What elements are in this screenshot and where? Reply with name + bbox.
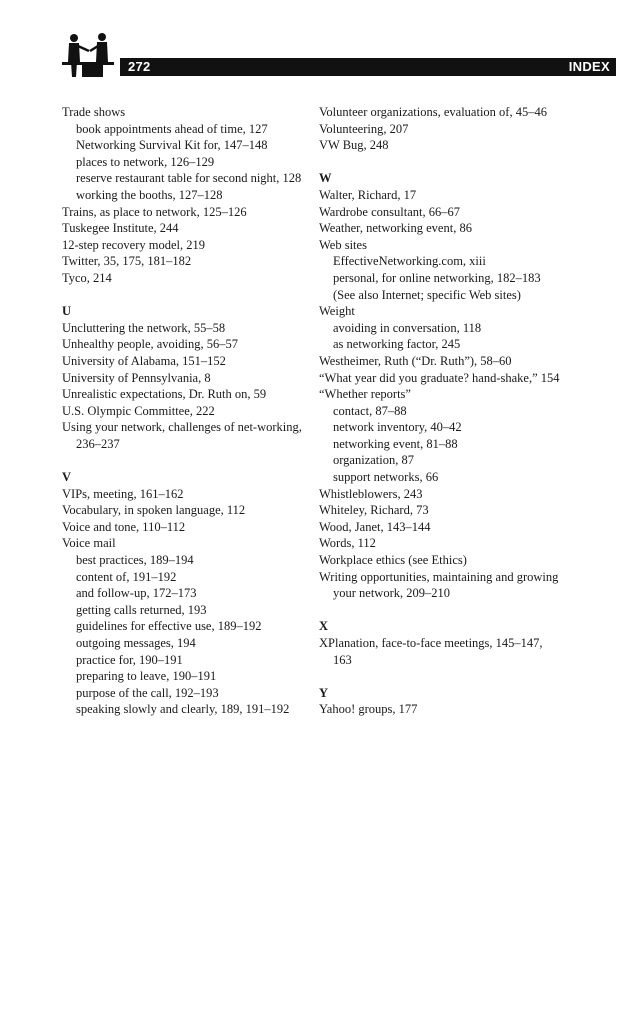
index-entry: Tyco, 214 — [62, 270, 112, 285]
index-subentry: getting calls returned, 193 — [76, 602, 207, 617]
index-subentry: (See also Internet; specific Web sites) — [333, 287, 521, 302]
index-subentry: practice for, 190–191 — [76, 652, 183, 667]
index-entry: Trains, as place to network, 125–126 — [62, 204, 247, 219]
index-subentry: EffectiveNetworking.com, xiii — [333, 254, 486, 269]
index-letter-heading: Y — [319, 685, 329, 700]
index-entry: VW Bug, 248 — [319, 138, 389, 153]
index-subentry: reserve restaurant table for second night, 128 — [76, 171, 302, 186]
index-subentry: and follow-up, 172–173 — [76, 586, 197, 601]
index-subentry: organization, 87 — [333, 453, 414, 468]
index-subentry: content of, 191–192 — [76, 569, 177, 584]
index-subentry: outgoing messages, 194 — [76, 636, 196, 650]
index-subentry: as networking factor, 245 — [333, 337, 461, 352]
index-subentry: purpose of the call, 192–193 — [76, 685, 219, 700]
index-entry: Writing opportunities, maintaining and growing your network, 209–210 — [319, 569, 559, 601]
index-column-left — [62, 104, 302, 718]
index-entry: Westheimer, Ruth (“Dr. Ruth”), 58–60 — [319, 353, 512, 368]
index-entry: 12-step recovery model, 219 — [62, 237, 206, 252]
index-letter-heading: W — [319, 171, 332, 186]
index-entry: Weather, networking event, 86 — [319, 221, 472, 236]
index-entry: University of Pennsylvania, 8 — [62, 370, 211, 385]
index-entry: Whiteley, Richard, 73 — [319, 503, 429, 518]
index-subentry: speaking slowly and clearly, 189, 191–192 — [76, 702, 290, 717]
index-entry: Workplace ethics (see Ethics) — [319, 553, 467, 568]
index-subentry: network inventory, 40–42 — [333, 420, 462, 435]
index-entry: XPlanation, face-to-face meetings, 145–147, 163 — [319, 636, 543, 667]
index-subentry: support networks, 66 — [333, 470, 439, 485]
index-subentry: Networking Survival Kit for, 147–148 — [76, 138, 268, 153]
index-entry: Uncluttering the network, 55–58 — [62, 320, 226, 335]
header-bar — [120, 58, 616, 76]
index-entry: Wardrobe consultant, 66–67 — [319, 204, 460, 219]
index-subentry: book appointments ahead of time, 127 — [76, 121, 268, 136]
index-entry: Whistleblowers, 243 — [319, 486, 423, 501]
index-subentry: places to network, 126–129 — [76, 154, 215, 169]
index-entry: Walter, Richard, 17 — [319, 187, 417, 202]
index-entry: University of Alabama, 151–152 — [62, 353, 226, 368]
index-subentry: contact, 87–88 — [333, 403, 407, 418]
index-entry: Using your network, challenges of net-working, 236–237 — [62, 420, 302, 451]
page-header — [60, 30, 610, 80]
index-subentry: avoiding in conversation, 118 — [333, 320, 482, 335]
index-entry: Twitter, 35, 175, 181–182 — [62, 254, 192, 269]
index-entry: Unrealistic expectations, Dr. Ruth on, 59 — [62, 387, 267, 402]
index-letter-heading: V — [62, 470, 72, 485]
index-column-right — [319, 104, 564, 718]
index-entry: Voice mail — [62, 536, 116, 551]
index-entry: Weight — [319, 304, 355, 319]
index-entry: Volunteer organizations, evaluation of, 45–46 — [319, 105, 547, 119]
index-entry: Vocabulary, in spoken language, 112 — [62, 503, 246, 518]
index-subentry: guidelines for effective use, 189–192 — [76, 619, 262, 634]
index-subentry: personal, for online networking, 182–183 — [333, 270, 541, 285]
index-entry: “Whether reports” — [319, 387, 411, 402]
page-number: 272 — [128, 59, 151, 74]
index-subentry: best practices, 189–194 — [76, 553, 194, 568]
index-entry: Web sites — [319, 237, 367, 252]
index-entry: Tuskegee Institute, 244 — [62, 221, 179, 236]
index-entry: Voice and tone, 110–112 — [62, 519, 186, 534]
handshake-logo-icon — [60, 32, 120, 78]
index-letter-heading: X — [319, 619, 329, 634]
index-entry: VIPs, meeting, 161–162 — [62, 486, 184, 501]
index-entry: Words, 112 — [319, 536, 376, 551]
index-subentry: working the booths, 127–128 — [76, 187, 223, 202]
index-entry: “What year did you graduate? hand-shake,” 154 — [319, 370, 560, 385]
index-entry: Unhealthy people, avoiding, 56–57 — [62, 337, 239, 352]
index-entry: Trade shows — [62, 105, 126, 119]
section-title: INDEX — [568, 59, 610, 74]
index-entry: U.S. Olympic Committee, 222 — [62, 403, 215, 418]
index-entry: Volunteering, 207 — [319, 121, 409, 136]
index-subentry: preparing to leave, 190–191 — [76, 669, 217, 684]
index-entry: Yahoo! groups, 177 — [319, 702, 418, 717]
index-letter-heading: U — [62, 304, 72, 319]
index-subentry: networking event, 81–88 — [333, 436, 458, 451]
index-entry: Wood, Janet, 143–144 — [319, 519, 431, 534]
